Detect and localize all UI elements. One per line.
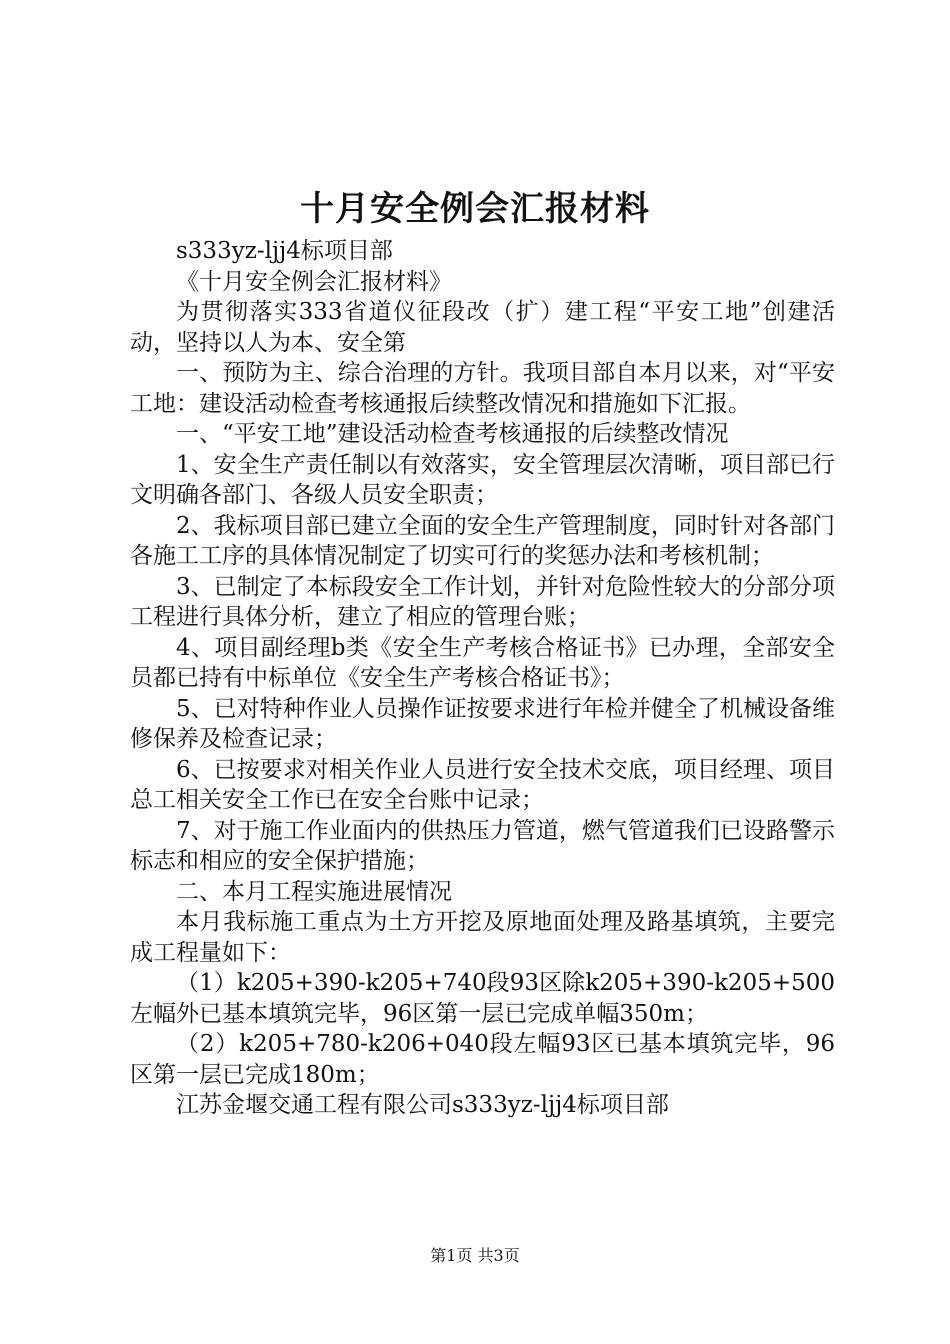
paragraph-project-dept: s333yz-ljj4标项目部 [176, 238, 393, 264]
list-item-3: 3、已制定了本标段安全工作计划，并针对危险性较大的分部分项工程进行具体分析，建立了相应的管理台账； [130, 573, 835, 630]
paragraph-signature: 江苏金堰交通工程有限公司s333yz-ljj4标项目部 [176, 1092, 669, 1118]
progress-item-1: （1）k205+390-k205+740段93区除k205+390-k205+500左幅外已基本填筑完毕，96区第一层已完成单幅350m； [130, 970, 835, 1027]
section-heading-progress: 二、本月工程实施进展情况 [176, 878, 452, 905]
paragraph-intro: 为贯彻落实333省道仪征段改（扩）建工程“平安工地”创建活动，坚持以人为本、安全第 [130, 299, 835, 356]
list-item-7: 7、对于施工作业面内的供热压力管道，燃气管道我们已设路警示标志和相应的安全保护措施； [130, 817, 835, 874]
progress-item-2: （2）k205+780-k206+040段左幅93区已基本填筑完毕，96区第一层已完成180m； [130, 1031, 835, 1088]
list-item-6: 6、已按要求对相关作业人员进行安全技术交底，项目经理、项目总工相关安全工作已在安全台账中记录； [130, 756, 835, 813]
list-item-4: 4、项目副经理b类《安全生产考核合格证书》已办理，全部安全员都已持有中标单位《安全生产考核合格证书》； [130, 634, 835, 691]
section-heading-rectification: 一、“平安工地”建设活动检查考核通报的后续整改情况 [176, 421, 729, 447]
list-item-2: 2、我标项目部已建立全面的安全生产管理制度，同时针对各部门各施工工序的具体情况制定了切实可行的奖惩办法和考核机制； [130, 512, 835, 569]
paragraph-policy: 一、预防为主、综合治理的方针。我项目部自本月以来，对“平安工地：建设活动检查考核通报后续整改情况和措施如下汇报。 [130, 360, 835, 417]
list-item-5: 5、已对特种作业人员操作证按要求进行年检并健全了机械设备维修保养及检查记录； [130, 695, 835, 752]
paragraph-progress-summary: 本月我标施工重点为土方开挖及原地面处理及路基填筑，主要完成工程量如下： [130, 909, 835, 966]
paragraph-report-title: 《十月安全例会汇报材料》 [176, 268, 452, 295]
page-number: 第1页 共3页 [430, 1246, 520, 1265]
list-item-1: 1、安全生产责任制以有效落实，安全管理层次清晰，项目部已行文明确各部门、各级人员安全职责； [130, 451, 835, 508]
document-body [130, 236, 835, 1121]
document-title: 十月安全例会汇报材料 [300, 189, 650, 229]
